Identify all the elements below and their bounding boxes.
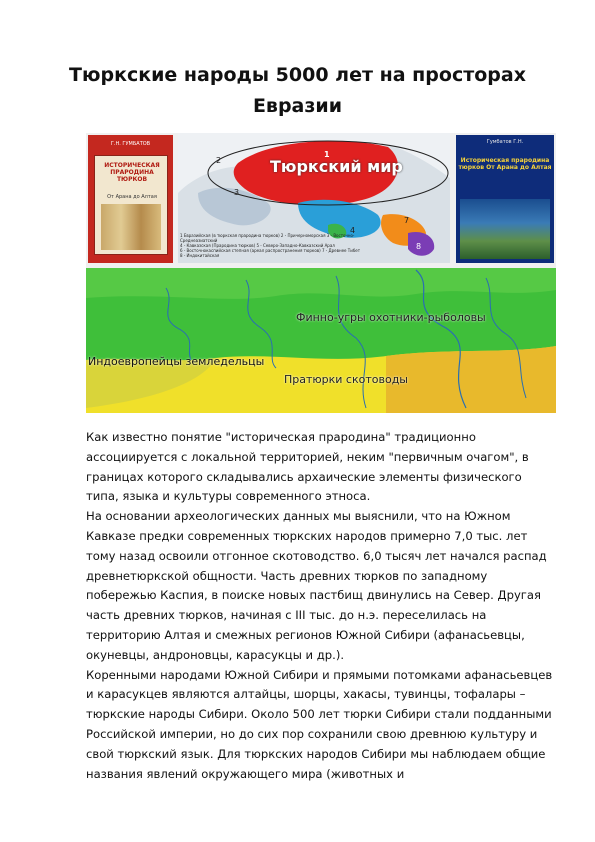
eurasia-peoples-map-svg [86,268,556,413]
book-right-title: Историческая прародина тюрков От Арана до Алтая [458,157,552,171]
book-right-author: Гумбатов Г.Н. [486,139,524,145]
top-strip [86,133,556,268]
indo-european-label: Индоевропейцы земледельцы [88,355,265,368]
book-left-author: Г.Н. ГУМБАТОВ [110,141,151,147]
map-number: 1 [324,150,330,159]
map-number: 7 [404,216,410,225]
proto-turkic-label: Пратюрки скотоводы [284,373,408,386]
page-title: Тюркские народы 5000 лет на просторах Евразии [69,64,526,117]
paragraph: Как известно понятие "историческая прародина" традиционно ассоциируется с локальной территорией, неким "первичным очагом", в границах которого складывались архаические элементы физического типа, языка и культуры современного этноса. [86,430,529,504]
article-body [86,428,556,784]
legend-line: 6 - Восточнокаспийская степная (ареал распространения тюрков) 7 - Древнее Тибет [180,248,361,253]
map-number: 2 [216,156,222,165]
book-left-panel [94,155,168,255]
book-right-picture [460,199,550,259]
legend-line: 8 - Индокитайская [180,253,220,258]
legend-line: 4 - Кавказская (Прародина тюрков) 5 - Северо-Западно-Кавказский Арал [180,243,335,248]
paragraph: Коренными народами Южной Сибири и прямыми потомками афанасьевцев и карасукцев являются алтайцы, шорцы, хакасы, тувинцы, тофалары – тюркские народы Сибири. Около 500 лет тюрки Сибири стали подданными Российской империи, но до сих пор сохранили свою древнюю культуру и свой тюркский язык. Для тюркских народов Сибири мы наблюдаем общие названия явлений окружающего мира (животных и [86,667,553,781]
turkic-world-map [178,133,450,263]
book-cover-left [88,135,173,263]
legend-line: 1 Евразийская (в тюркская прародина тюрков) 2 - Причерноморская 3 - Восточно-Среднеазиатский [180,233,355,243]
finno-ugric-label: Финно-угры охотники-рыболовы [296,311,486,324]
book-left-picture [101,204,161,250]
paragraph: На основании археологических данных мы выяснили, что на Южном Кавказе предки современных тюркских народов примерно 7,0 тыс. лет тому назад освоили отгонное скотоводство. 6,0 тысяч лет начался распад древнетюркской общности. Часть древних тюрков по западному побережью Каспия, в поиске новых пастбищ двинулись на Север. Другая часть древних тюрков, начиная с III тыс. до н.э. переселилась на территорию Алтая и смежных регионов Южной Сибири (афанасьевцы, окуневцы, андроновцы, карасукцы и др.). [86,509,547,662]
book-cover-right [456,135,554,263]
map-number: 3 [234,188,240,197]
illustration-collage [86,133,556,413]
turkic-world-label: Тюркский мир [270,157,403,176]
map-number: 8 [416,242,422,251]
book-left-title: ИСТОРИЧЕСКАЯ ПРАРОДИНА ТЮРКОВ [104,162,160,183]
map-legend [180,233,380,258]
book-left-subtitle: От Арана до Алтая [107,194,157,200]
eurasia-peoples-map [86,268,556,413]
map-number: 4 [350,226,356,235]
